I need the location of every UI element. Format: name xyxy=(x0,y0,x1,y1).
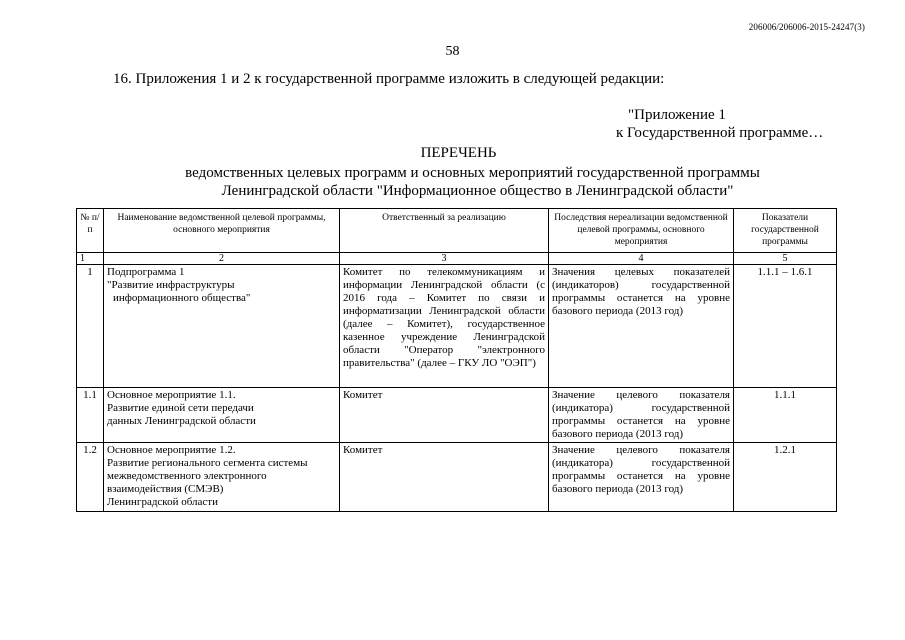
row-number: 1.2 xyxy=(77,443,104,512)
column-number: 5 xyxy=(734,253,837,265)
document-title xyxy=(0,144,905,200)
row-consequences: Значения целевых показателей (индикаторов) государственной программы останется на уровне базового периода (2013 год) xyxy=(549,265,734,388)
row-name xyxy=(104,388,340,443)
row-number: 1 xyxy=(77,265,104,388)
title-subheading-2: Ленинградской области "Информационное общество в Ленинградской области" xyxy=(221,183,734,199)
row-name-line: данных Ленинградской области xyxy=(107,415,256,427)
column-number: 3 xyxy=(340,253,549,265)
row-name-line: Ленинградской области xyxy=(107,496,218,508)
row-name-line: Развитие регионального сегмента системы межведомственного электронного взаимодействия (СМЭВ) xyxy=(107,457,308,495)
row-name xyxy=(104,265,340,388)
column-number: 4 xyxy=(549,253,734,265)
row-name-line: Подпрограмма 1 xyxy=(107,266,185,278)
column-number: 2 xyxy=(104,253,340,265)
row-indicators: 1.2.1 xyxy=(734,443,837,512)
title-subheading-1: ведомственных целевых программ и основных мероприятий государственной программы xyxy=(185,165,760,181)
amendment-instruction: 16. Приложения 1 и 2 к государственной программе изложить в следующей редакции: xyxy=(113,71,665,87)
table-row xyxy=(77,265,837,388)
row-consequences: Значение целевого показателя (индикатора) государственной программы останется на уровне базового периода (2013 год) xyxy=(549,443,734,512)
annex-caption xyxy=(616,106,824,142)
header-indicators: Показатели государственной программы xyxy=(734,209,837,253)
row-name-line: Основное мероприятие 1.1. xyxy=(107,389,236,401)
header-name: Наименование ведомственной целевой программы, основного мероприятия xyxy=(104,209,340,253)
table-header-row xyxy=(77,209,837,253)
row-responsible: Комитет по телекоммуникациям и информации Ленинградской области (с 2016 года – Комитет по связи и информатизации Ленинградской области (далее – Комитет), государственное казенное учреждение Ленинградской области "Оператор "электронного правительства" (далее – ГКУ ЛО "ОЭП") xyxy=(340,265,549,388)
row-indicators: 1.1.1 xyxy=(734,388,837,443)
table-row xyxy=(77,443,837,512)
row-consequences: Значение целевого показателя (индикатора) государственной программы останется на уровне базового периода (2013 год) xyxy=(549,388,734,443)
document-id: 206006/206006-2015-24247(3) xyxy=(748,22,865,32)
row-responsible: Комитет xyxy=(340,388,549,443)
column-number: 1 xyxy=(77,253,104,265)
row-name xyxy=(104,443,340,512)
row-name-line: Развитие единой сети передачи xyxy=(107,402,254,414)
programs-table xyxy=(76,208,837,512)
annex-line-1: "Приложение 1 xyxy=(628,107,726,123)
header-consequences: Последствия нереализации ведомственной целевой программы, основного мероприятия xyxy=(549,209,734,253)
row-name-line: информационного общества" xyxy=(113,292,251,304)
table-row xyxy=(77,388,837,443)
row-name-line: "Развитие инфраструктуры xyxy=(107,279,235,291)
row-indicators: 1.1.1 – 1.6.1 xyxy=(734,265,837,388)
annex-line-2: к Государственной программе… xyxy=(616,125,824,141)
header-responsible: Ответственный за реализацию xyxy=(340,209,549,253)
row-responsible: Комитет xyxy=(340,443,549,512)
header-number: № п/п xyxy=(77,209,104,253)
row-name-line: Основное мероприятие 1.2. xyxy=(107,444,236,456)
page-number: 58 xyxy=(445,44,460,59)
column-number-row xyxy=(77,253,837,265)
row-number: 1.1 xyxy=(77,388,104,443)
title-heading: ПЕРЕЧЕНЬ xyxy=(420,145,497,161)
